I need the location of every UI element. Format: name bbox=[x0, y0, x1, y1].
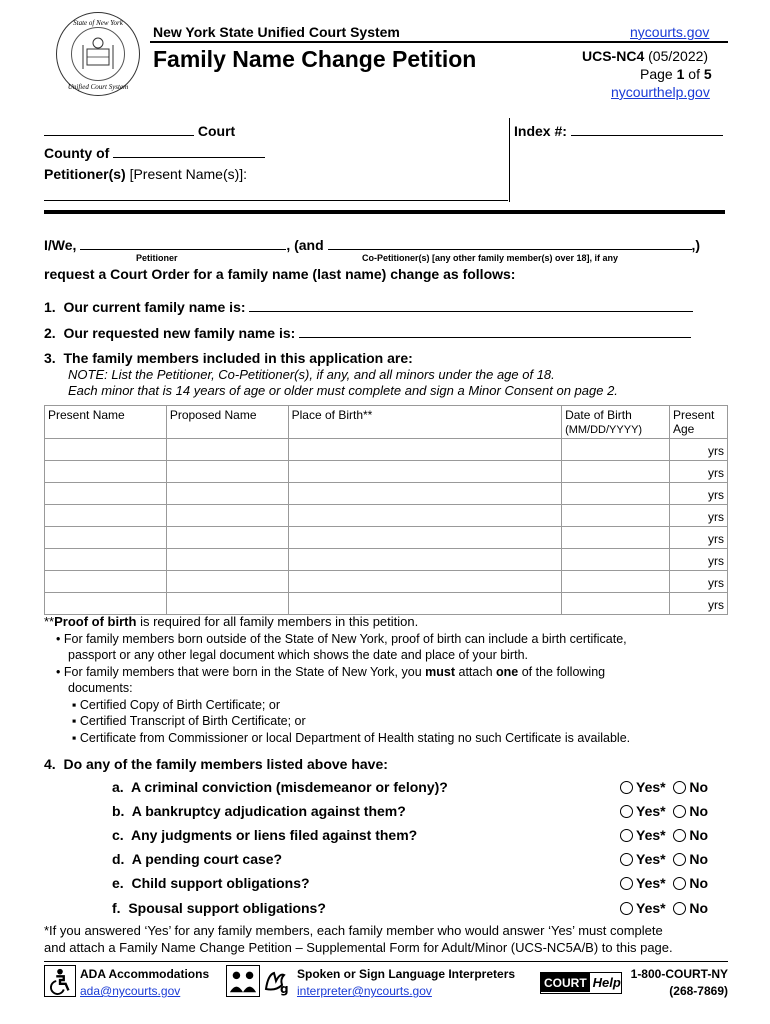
family-members-table bbox=[44, 405, 728, 615]
index-line: Index #: bbox=[514, 122, 723, 139]
place-of-birth-cell[interactable] bbox=[288, 461, 561, 483]
q4-answer-e: Yes* No bbox=[620, 875, 708, 891]
dob-cell[interactable] bbox=[562, 461, 670, 483]
q4-item-a: a. A criminal conviction (misdemeanor or felony)? bbox=[112, 779, 448, 795]
proof-bullet-2: • For family members that were born in the State of New York, you must attach one of the following bbox=[56, 665, 606, 679]
table-row bbox=[45, 461, 728, 483]
place-of-birth-cell[interactable] bbox=[288, 527, 561, 549]
table-header-row bbox=[45, 406, 728, 439]
phone-number: 1-800-COURT-NY bbox=[630, 967, 728, 981]
index-divider bbox=[509, 118, 510, 202]
q4-item-d: d. A pending court case? bbox=[112, 851, 283, 867]
table-row bbox=[45, 439, 728, 461]
place-of-birth-cell[interactable] bbox=[288, 593, 561, 615]
place-of-birth-cell[interactable] bbox=[288, 571, 561, 593]
dob-cell[interactable] bbox=[562, 549, 670, 571]
present-name-cell[interactable] bbox=[45, 483, 167, 505]
ada-email-link[interactable]: ada@nycourts.gov bbox=[80, 984, 181, 998]
no-radio[interactable] bbox=[673, 853, 686, 866]
proof-bullet-1-cont: passport or any other legal document which shows the date and place of your birth. bbox=[68, 648, 528, 662]
proof-sub-3: ▪ Certificate from Commissioner or local Department of Health stating no such Certificate is available. bbox=[72, 731, 631, 745]
present-name-cell[interactable] bbox=[45, 505, 167, 527]
col-age: Present Age bbox=[670, 406, 728, 439]
proof-bullet-1: • For family members born outside of the State of New York, proof of birth can include a birth certificate, bbox=[56, 632, 627, 646]
form-code: UCS-NC4 (05/2022) bbox=[582, 48, 709, 64]
table-row bbox=[45, 593, 728, 615]
request-text: request a Court Order for a family name (last name) change as follows: bbox=[44, 266, 516, 282]
svg-text:g: g bbox=[280, 982, 289, 996]
page-indicator: Page 1 of 5 bbox=[640, 66, 712, 82]
q4-answer-c: Yes* No bbox=[620, 827, 708, 843]
no-radio[interactable] bbox=[673, 829, 686, 842]
age-cell[interactable]: yrs bbox=[670, 571, 728, 593]
proposed-name-cell[interactable] bbox=[166, 593, 288, 615]
q4-item-c: c. Any judgments or liens filed against them? bbox=[112, 827, 418, 843]
age-cell[interactable]: yrs bbox=[670, 461, 728, 483]
age-cell[interactable]: yrs bbox=[670, 483, 728, 505]
iwe-line: I/We, , (and ,) bbox=[44, 237, 701, 253]
col-place-of-birth: Place of Birth** bbox=[288, 406, 561, 439]
seal-bottom-text: Unified Court System bbox=[67, 83, 129, 91]
table-row bbox=[45, 505, 728, 527]
age-cell[interactable]: yrs bbox=[670, 593, 728, 615]
present-name-cell[interactable] bbox=[45, 439, 167, 461]
accessibility-icon bbox=[44, 965, 76, 997]
county-field[interactable] bbox=[113, 144, 265, 158]
yes-radio[interactable] bbox=[620, 877, 633, 890]
q4-footnote-2: and attach a Family Name Change Petition – Supplemental Form for Adult/Minor (UCS-NC5A/B) to this page. bbox=[44, 940, 673, 955]
table-row bbox=[45, 483, 728, 505]
dob-cell[interactable] bbox=[562, 571, 670, 593]
table-row bbox=[45, 527, 728, 549]
present-name-cell[interactable] bbox=[45, 461, 167, 483]
q4-answer-d: Yes* No bbox=[620, 851, 708, 867]
proposed-name-cell[interactable] bbox=[166, 439, 288, 461]
table-row bbox=[45, 571, 728, 593]
place-of-birth-cell[interactable] bbox=[288, 483, 561, 505]
present-name-cell[interactable] bbox=[45, 527, 167, 549]
petitioners-field[interactable] bbox=[44, 200, 508, 201]
footer-rule bbox=[44, 961, 728, 962]
present-name-cell[interactable] bbox=[45, 593, 167, 615]
proof-heading: **Proof of birth is required for all family members in this petition. bbox=[44, 614, 419, 629]
proposed-name-cell[interactable] bbox=[166, 571, 288, 593]
q1: 1. Our current family name is: bbox=[44, 298, 693, 315]
court-help-logo: COURT Help bbox=[540, 972, 622, 994]
no-radio[interactable] bbox=[673, 902, 686, 915]
col-proposed-name: Proposed Name bbox=[166, 406, 288, 439]
phone-digits: (268-7869) bbox=[669, 984, 728, 998]
proposed-name-cell[interactable] bbox=[166, 483, 288, 505]
sign-language-icon bbox=[262, 965, 294, 997]
no-radio[interactable] bbox=[673, 805, 686, 818]
petitioners-line: Petitioner(s) [Present Name(s)]: bbox=[44, 166, 248, 182]
dob-cell[interactable] bbox=[562, 483, 670, 505]
age-cell[interactable]: yrs bbox=[670, 505, 728, 527]
court-field[interactable] bbox=[44, 122, 194, 136]
dob-cell[interactable] bbox=[562, 505, 670, 527]
q3-note-1: NOTE: List the Petitioner, Co-Petitioner(s), if any, and all minors under the age of 18. bbox=[68, 367, 555, 382]
yes-radio[interactable] bbox=[620, 902, 633, 915]
q3: 3. The family members included in this application are: bbox=[44, 350, 413, 366]
q4-footnote-1: *If you answered ‘Yes’ for any family members, each family member who would answer ‘Yes’ must complete bbox=[44, 923, 663, 938]
age-cell[interactable]: yrs bbox=[670, 439, 728, 461]
q4-item-b: b. A bankruptcy adjudication against them? bbox=[112, 803, 406, 819]
seal-top-text: State of New York bbox=[73, 19, 123, 27]
present-name-cell[interactable] bbox=[45, 549, 167, 571]
place-of-birth-cell[interactable] bbox=[288, 505, 561, 527]
q4-answer-f: Yes* No bbox=[620, 900, 708, 916]
interpreters-icon bbox=[226, 965, 260, 997]
yes-radio[interactable] bbox=[620, 781, 633, 794]
petitioner-name-field[interactable] bbox=[80, 236, 286, 250]
yes-radio[interactable] bbox=[620, 805, 633, 818]
dob-cell[interactable] bbox=[562, 527, 670, 549]
nycourts-link[interactable]: nycourts.gov bbox=[630, 24, 710, 40]
q4-item-e: e. Child support obligations? bbox=[112, 875, 310, 891]
q4: 4. Do any of the family members listed above have: bbox=[44, 756, 388, 772]
q3-note-2: Each minor that is 14 years of age or older must complete and sign a Minor Consent on page 2. bbox=[68, 383, 618, 398]
proposed-name-cell[interactable] bbox=[166, 549, 288, 571]
q2: 2. Our requested new family name is: bbox=[44, 324, 691, 341]
q4-item-f: f. Spousal support obligations? bbox=[112, 900, 326, 916]
county-line: County of bbox=[44, 144, 265, 161]
col-present-name: Present Name bbox=[45, 406, 167, 439]
interp-title: Spoken or Sign Language Interpreters bbox=[297, 967, 516, 981]
seal-figure-icon bbox=[81, 35, 115, 71]
yes-radio[interactable] bbox=[620, 829, 633, 842]
place-of-birth-cell[interactable] bbox=[288, 549, 561, 571]
present-name-cell[interactable] bbox=[45, 571, 167, 593]
copetitioner-name-field[interactable] bbox=[328, 236, 692, 250]
proposed-name-cell[interactable] bbox=[166, 527, 288, 549]
ny-court-seal bbox=[56, 12, 140, 96]
no-radio[interactable] bbox=[673, 781, 686, 794]
petitioner-caption: Petitioner bbox=[136, 253, 178, 263]
new-family-name-field[interactable] bbox=[299, 324, 691, 338]
age-cell[interactable]: yrs bbox=[670, 549, 728, 571]
age-cell[interactable]: yrs bbox=[670, 527, 728, 549]
proof-bullet-2-cont: documents: bbox=[68, 681, 133, 695]
dob-cell[interactable] bbox=[562, 593, 670, 615]
proposed-name-cell[interactable] bbox=[166, 461, 288, 483]
proof-sub-1: ▪ Certified Copy of Birth Certificate; or bbox=[72, 698, 280, 712]
court-line: Court bbox=[44, 122, 235, 139]
q4-answer-a: Yes* No bbox=[620, 779, 708, 795]
table-row bbox=[45, 549, 728, 571]
page-title: Family Name Change Petition bbox=[153, 46, 477, 72]
ada-title: ADA Accommodations bbox=[80, 967, 210, 981]
section-rule bbox=[44, 210, 725, 214]
col-dob: Date of Birth (MM/DD/YYYY) bbox=[562, 406, 670, 439]
court-system-name: New York State Unified Court System bbox=[153, 24, 400, 40]
interp-email-link[interactable]: interpreter@nycourts.gov bbox=[297, 984, 432, 998]
proposed-name-cell[interactable] bbox=[166, 505, 288, 527]
header-rule bbox=[150, 41, 728, 43]
courthelp-link[interactable]: nycourthelp.gov bbox=[611, 84, 710, 100]
no-radio[interactable] bbox=[673, 877, 686, 890]
place-of-birth-cell[interactable] bbox=[288, 439, 561, 461]
proof-sub-2: ▪ Certified Transcript of Birth Certificate; or bbox=[72, 714, 306, 728]
dob-cell[interactable] bbox=[562, 439, 670, 461]
yes-radio[interactable] bbox=[620, 853, 633, 866]
current-family-name-field[interactable] bbox=[249, 298, 693, 312]
copetitioner-caption: Co-Petitioner(s) [any other family member(s) over 18], if any bbox=[362, 253, 619, 263]
index-field[interactable] bbox=[571, 122, 723, 136]
q4-answer-b: Yes* No bbox=[620, 803, 708, 819]
